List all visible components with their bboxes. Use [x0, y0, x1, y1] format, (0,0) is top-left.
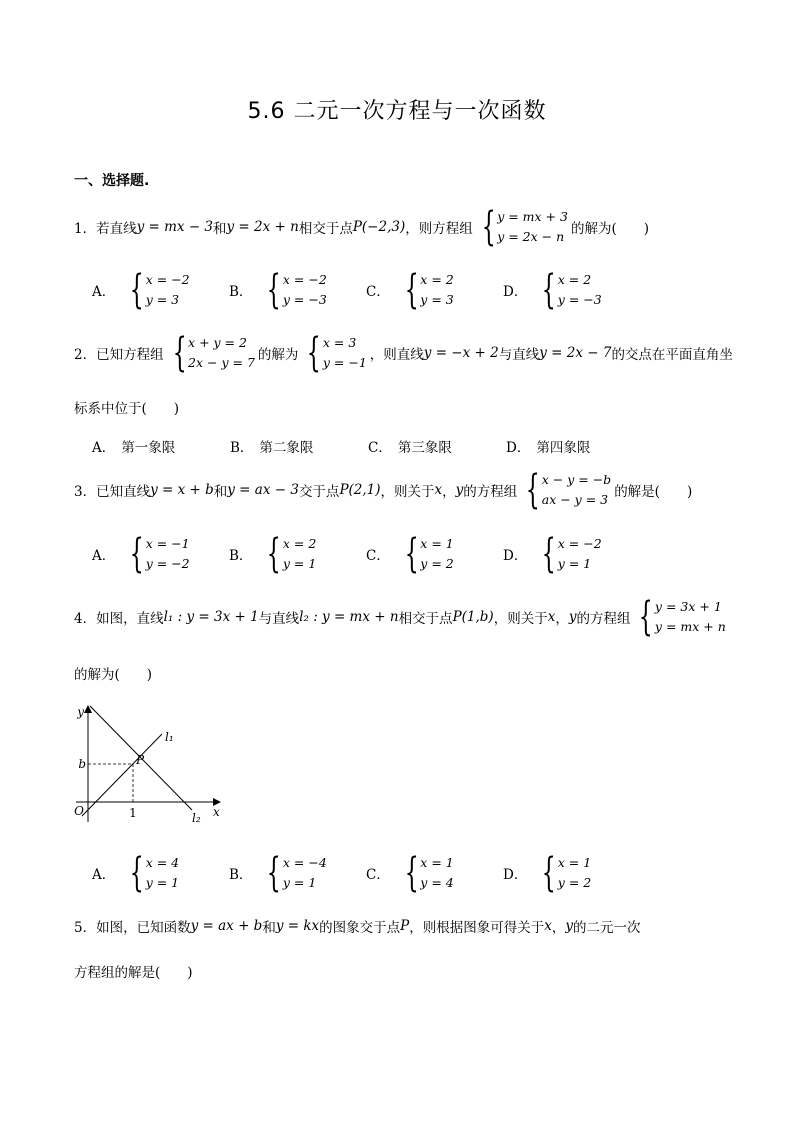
question-number: 2．: [74, 347, 97, 363]
line-l1-label: l₁: [165, 730, 174, 744]
stem-text: 如图，直线: [96, 611, 164, 627]
stem-text: ，则方程组: [405, 221, 473, 237]
option-c[interactable]: C． { x = 2 y = 3: [366, 267, 454, 313]
question-4-graph: [70, 700, 240, 830]
question-2-stem-line-2: 标系中位于( ): [74, 401, 180, 417]
question-4-stem: [74, 594, 729, 640]
math-expression: y = mx − 3: [136, 219, 214, 235]
stem-text: 如图，已知函数: [96, 920, 191, 936]
option-a[interactable]: A． { x = −1 y = −2: [92, 531, 190, 577]
stem-text: 的方程组: [576, 611, 631, 627]
stem-text: 和: [213, 484, 228, 500]
question-number: 5．: [74, 920, 97, 936]
equation-system: { y = mx + 3 y = 2x − n: [481, 204, 568, 250]
option-c[interactable]: C． 第三象限: [368, 440, 452, 456]
stem-text: 已知直线: [96, 484, 151, 500]
stem-text: 交于点: [298, 484, 340, 500]
math-expression: P(−2,3): [352, 219, 406, 235]
question-4-stem-line-2: 的解为( ): [74, 667, 153, 683]
option-b[interactable]: B． { x = 2 y = 1: [229, 531, 317, 577]
stem-text: ，则根据图象可得关于: [409, 920, 545, 936]
math-variable: x: [544, 918, 552, 934]
question-1-options: [92, 267, 640, 313]
option-a[interactable]: A． { x = 4 y = 1: [92, 850, 180, 896]
equation-system: { x − y = −b ax − y = 3: [526, 467, 612, 513]
stem-text: 的交点在平面直角坐: [611, 347, 733, 363]
option-c[interactable]: C． { x = 1 y = 4: [366, 850, 454, 896]
question-number: 1．: [74, 221, 97, 237]
stem-text: 的二元一次: [573, 920, 641, 936]
stem-text: 的解是( ): [614, 484, 693, 500]
stem-text: 和: [213, 221, 227, 237]
math-variable: x: [547, 609, 556, 625]
option-d[interactable]: D． { x = −2 y = 1: [503, 531, 602, 577]
origin-label: O: [74, 804, 84, 818]
y-axis-label: y: [77, 705, 84, 719]
stem-text: 相交于点: [298, 221, 353, 237]
question-5-stem: [74, 916, 641, 936]
tick-label-1: 1: [129, 806, 137, 820]
equation-system: { y = 3x + 1 y = mx + n: [639, 594, 726, 640]
stem-text: ，: [555, 611, 569, 627]
stem-text: ，则关于: [493, 611, 548, 627]
b-label: b: [78, 757, 86, 771]
line-l2-label: l₂: [192, 811, 201, 825]
math-expression: y = ax − 3: [227, 482, 299, 498]
line-l1: [82, 734, 162, 816]
question-3-options: [92, 531, 640, 577]
stem-text: 的解为( ): [570, 221, 649, 237]
option-a[interactable]: A． 第一象限: [92, 440, 176, 456]
equation-system: { x + y = 2 2x − y = 7: [172, 330, 255, 376]
question-2-stem: [74, 330, 733, 376]
question-3-stem: [74, 467, 693, 513]
stem-text: 的图象交于点: [319, 920, 401, 936]
math-variable: y: [565, 918, 573, 934]
option-d[interactable]: D． { x = 1 y = 2: [503, 850, 592, 896]
math-expression: y = 2x + n: [226, 219, 299, 235]
x-axis-label: x: [213, 805, 220, 819]
math-expression: y = x + b: [150, 482, 214, 498]
math-variable: y: [568, 609, 577, 625]
math-expression: l₁ : y = 3x + 1: [163, 609, 259, 625]
option-d[interactable]: D． { x = 2 y = −3: [503, 267, 602, 313]
stem-text: 和: [262, 920, 276, 936]
question-4-options: [92, 850, 640, 896]
stem-text: 的解为: [257, 347, 299, 363]
math-expression: l₂ : y = mx + n: [299, 609, 399, 625]
stem-text: 相交于点: [398, 611, 453, 627]
math-expression: y = ax + b: [190, 918, 263, 934]
stem-text: ，: [551, 920, 566, 936]
math-expression: y = 2x − 7: [539, 345, 612, 361]
stem-text: ，则直线: [369, 347, 424, 363]
question-5-stem-line-2: 方程组的解是( ): [74, 965, 193, 981]
section-heading: 一、选择题.: [74, 173, 150, 189]
math-variable: y: [455, 482, 464, 498]
question-number: 3．: [74, 484, 97, 500]
option-b[interactable]: B． { x = −4 y = 1: [229, 850, 327, 896]
stem-text: 与直线: [258, 611, 300, 627]
stem-text: ，: [442, 484, 456, 500]
page-title: 5.6 二元一次方程与一次函数: [247, 99, 547, 124]
stem-text: ，则关于: [380, 484, 435, 500]
option-d[interactable]: D． 第四象限: [506, 440, 591, 456]
solution-system: { x = 3 y = −1: [307, 330, 367, 376]
option-a[interactable]: A． { x = −2 y = 3: [92, 267, 190, 313]
math-expression: P(2,1): [339, 482, 381, 498]
math-variable: P: [400, 918, 410, 934]
stem-text: 若直线: [96, 221, 137, 237]
stem-text: 已知方程组: [96, 347, 164, 363]
question-2-options: [92, 436, 644, 456]
stem-text: 的方程组: [463, 484, 518, 500]
option-c[interactable]: C． { x = 1 y = 2: [366, 531, 454, 577]
math-expression: y = −x + 2: [423, 345, 499, 361]
stem-text: 与直线: [498, 347, 540, 363]
math-expression: y = kx: [275, 918, 320, 934]
math-variable: x: [434, 482, 443, 498]
question-number: 4．: [74, 611, 97, 627]
option-b[interactable]: B． 第二象限: [230, 440, 314, 456]
option-b[interactable]: B． { x = −2 y = −3: [229, 267, 327, 313]
math-expression: P(1,b): [452, 609, 494, 625]
point-p-label: P: [136, 753, 145, 767]
question-1-stem: [74, 204, 649, 250]
